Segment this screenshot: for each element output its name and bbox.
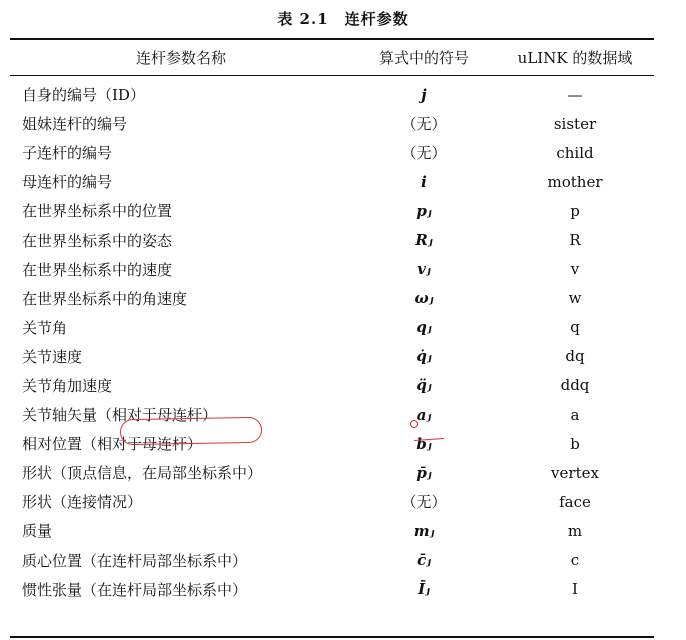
- table-row: [10, 284, 654, 313]
- param-field: p: [570, 201, 580, 220]
- table-row: [10, 80, 654, 109]
- table-body: [10, 80, 654, 604]
- param-symbol: Rⱼ: [415, 231, 433, 250]
- table-row: [10, 167, 654, 196]
- param-name: 在世界坐标系中的姿态: [22, 231, 173, 250]
- table-row: [10, 225, 654, 254]
- param-name: 子连杆的编号: [22, 144, 113, 163]
- header-field: uLINK 的数据域: [517, 49, 633, 67]
- param-symbol: j: [421, 85, 427, 104]
- param-field: ddq: [560, 376, 590, 395]
- param-field: vertex: [551, 463, 599, 482]
- param-symbol: ωⱼ: [414, 289, 434, 308]
- param-symbol: mⱼ: [413, 521, 435, 540]
- param-name: 关节轴矢量（相对于母连杆）: [22, 406, 218, 425]
- table-row: [10, 313, 654, 342]
- param-symbol: vⱼ: [417, 260, 431, 279]
- param-field: child: [556, 143, 594, 162]
- param-name: 相对位置（相对于母连杆）: [22, 435, 203, 454]
- table-row: [10, 138, 654, 167]
- param-symbol: aⱼ: [416, 405, 432, 424]
- param-field: face: [559, 492, 591, 511]
- table-row: [10, 196, 654, 225]
- param-symbol: Īⱼ: [418, 580, 430, 599]
- red-mark-annotation: [410, 420, 418, 428]
- param-field: q: [570, 318, 580, 337]
- param-field: b: [570, 434, 580, 453]
- param-field: I: [572, 580, 578, 599]
- param-name: 关节速度: [22, 347, 83, 366]
- table-header: [10, 40, 654, 75]
- param-symbol: i: [421, 172, 427, 191]
- header-rule: [10, 75, 654, 76]
- param-name: 形状（连接情况）: [22, 493, 143, 512]
- param-symbol: （无）: [401, 493, 447, 512]
- red-circle-annotation: [120, 417, 262, 445]
- param-field: m: [567, 521, 583, 540]
- param-name: 在世界坐标系中的角速度: [22, 289, 188, 308]
- param-name: 母连杆的编号: [22, 173, 113, 192]
- param-name: 关节角: [22, 318, 68, 337]
- param-symbol: q̇ⱼ: [416, 347, 432, 366]
- param-name: 自身的编号（ID）: [22, 86, 145, 105]
- table-row: [10, 109, 654, 138]
- table-row: [10, 255, 654, 284]
- table-row: [10, 516, 654, 545]
- table-row: [10, 546, 654, 575]
- param-field: w: [568, 289, 582, 308]
- param-symbol: p̄ⱼ: [416, 463, 432, 482]
- param-name: 质心位置（在连杆局部坐标系中）: [22, 551, 248, 570]
- table-row: [10, 429, 654, 458]
- bottom-rule: [10, 636, 654, 638]
- param-symbol: qⱼ: [416, 318, 432, 337]
- table-caption: 表 2.1 连杆参数: [277, 10, 409, 28]
- param-symbol: bⱼ: [416, 434, 432, 453]
- param-symbol: （无）: [401, 115, 447, 134]
- param-symbol: （无）: [401, 144, 447, 163]
- param-symbol: pⱼ: [416, 201, 432, 220]
- table-row: [10, 371, 654, 400]
- param-name: 关节角加速度: [22, 376, 113, 395]
- param-symbol: q̈ⱼ: [416, 376, 432, 395]
- param-name: 惯性张量（在连杆局部坐标系中）: [22, 580, 248, 599]
- param-name: 姐妹连杆的编号: [22, 115, 128, 134]
- param-field: sister: [553, 114, 597, 133]
- param-field: c: [570, 551, 580, 570]
- param-field: a: [570, 405, 580, 424]
- header-symbol: 算式中的符号: [378, 49, 469, 67]
- param-field: —: [567, 85, 583, 104]
- param-symbol: c̄ⱼ: [417, 551, 431, 570]
- param-name: 在世界坐标系中的位置: [22, 202, 173, 221]
- param-name: 形状（顶点信息，在局部坐标系中）: [22, 464, 263, 483]
- param-name: 在世界坐标系中的速度: [22, 260, 173, 279]
- param-name: 质量: [22, 522, 53, 541]
- table-row: [10, 400, 654, 429]
- param-field: mother: [547, 172, 603, 191]
- table-row: [10, 575, 654, 604]
- table-row: [10, 342, 654, 371]
- table-row: [10, 487, 654, 516]
- param-field: dq: [565, 347, 585, 366]
- table-row: [10, 458, 654, 487]
- header-name: 连杆参数名称: [135, 49, 226, 67]
- param-field: R: [569, 231, 581, 250]
- param-field: v: [570, 260, 580, 279]
